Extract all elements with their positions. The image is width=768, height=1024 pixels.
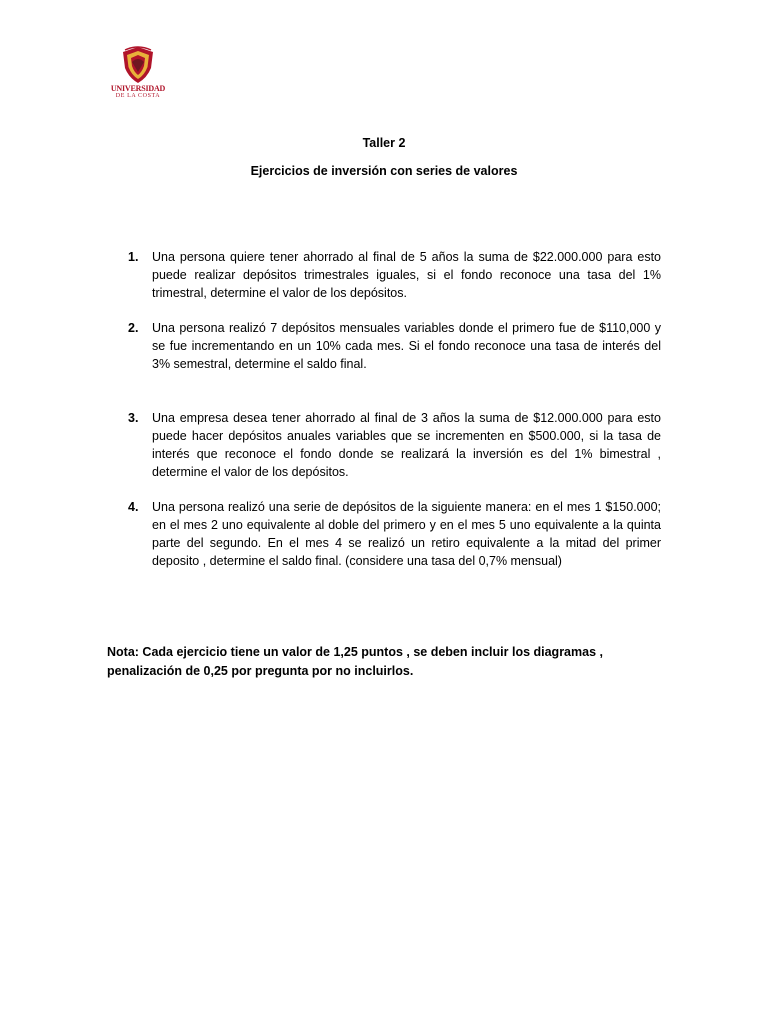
university-logo [106, 46, 170, 104]
logo-name: UNIVERSIDAD [110, 84, 166, 93]
grading-note: Nota: Cada ejercicio tiene un valor de 1,25 puntos , se deben incluir los diagramas , penalización de 0,25 por pregunta por no incluirlos. [107, 645, 603, 678]
exercise-text: Una persona realizó una serie de depósitos de la siguiente manera: en el mes 1 $150.000; en el mes 2 uno equivalente al doble del primero y en el mes 5 uno equivalente a la quinta parte del segundo. En el mes 4 se realizó un retiro equivalente a la mitad del primer deposito , determine el saldo final. (considere una tasa del 0,7% mensual) [152, 500, 661, 568]
exercise-number: 2. [128, 321, 139, 335]
shield-logo-icon [120, 46, 156, 84]
logo-subname: DE LA COSTA [115, 93, 161, 99]
exercise-item [128, 498, 661, 570]
exercise-number: 4. [128, 500, 139, 514]
exercise-item [128, 409, 661, 481]
exercise-number: 1. [128, 250, 139, 264]
exercise-number: 3. [128, 411, 139, 425]
exercise-item [128, 319, 661, 373]
exercise-text: Una persona quiere tener ahorrado al final de 5 años la suma de $22.000.000 para esto puede realizar depósitos trimestrales iguales, si el fondo reconoce una tasa del 1% trimestral, determine el valor de los depósitos. [152, 250, 661, 300]
exercise-text: Una persona realizó 7 depósitos mensuales variables donde el primero fue de $110,000 y se fue incrementando en un 10% cada mes. Si el fondo reconoce una tasa de interés del 3% semestral, determine el saldo final. [152, 321, 661, 371]
exercise-item [128, 248, 661, 302]
page-title: Taller 2 [362, 136, 406, 150]
page-subtitle: Ejercicios de inversión con series de valores [250, 164, 518, 178]
exercise-text: Una empresa desea tener ahorrado al final de 3 años la suma de $12.000.000 para esto puede hacer depósitos anuales variables que se incrementen en $500.000, si la tasa de interés que reconoce el fondo donde se realizará la inversión es del 1% bimestral , determine el valor de los depósitos. [152, 411, 661, 479]
